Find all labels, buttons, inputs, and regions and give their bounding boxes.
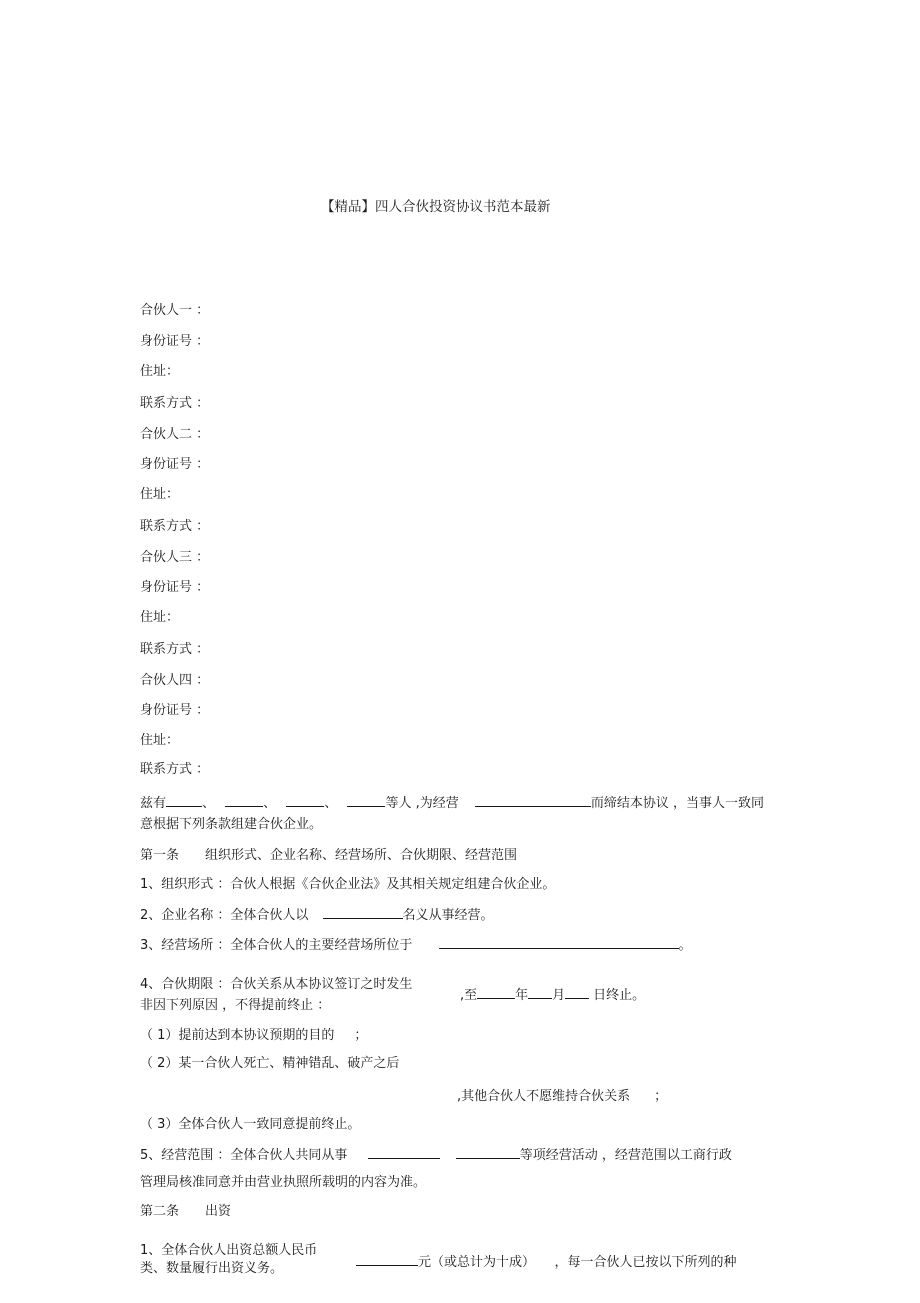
blank-end-year[interactable] <box>477 986 515 999</box>
item-text: 等项经营活动 ，经营范围以工商行政 <box>519 1148 732 1163</box>
intro-prefix: 兹有 <box>140 796 167 811</box>
item-text: ,至 <box>460 988 478 1003</box>
blank-end-month[interactable] <box>528 986 552 999</box>
separator: 、 <box>202 796 216 811</box>
blank-partner-1[interactable] <box>166 794 202 807</box>
partner-id-label: 身份证号 ： <box>140 334 210 349</box>
partner-contact-label: 联系方式 ： <box>140 762 210 777</box>
intro-suffix: 而缔结本协议 ，当事人一致同 <box>590 796 765 811</box>
article-2-heading <box>140 1204 231 1220</box>
partner-id-label: 身份证号 ： <box>140 457 210 472</box>
article-title: 组织形式、企业名称、经营场所、合伙期限、经营范围 <box>205 848 518 863</box>
sub-end: ； <box>354 1028 368 1043</box>
year-label: 年 <box>515 988 529 1003</box>
article-1-item-2 <box>140 906 494 924</box>
blank-company-name[interactable] <box>323 906 403 919</box>
blank-end-day[interactable] <box>565 986 589 999</box>
partner-contact-label: 联系方式 ： <box>140 519 210 534</box>
article-1-heading <box>140 848 517 864</box>
article-1-item-5-line-2: 管理局核准同意并由营业执照所载明的内容为准。 <box>140 1175 427 1190</box>
intro-line-1 <box>140 794 764 812</box>
partner-id-label: 身份证号 ： <box>140 580 210 595</box>
article-1-sub-3: （ 3）全体合伙人一致同意提前终止。 <box>140 1117 361 1132</box>
partner-id-label: 身份证号 ： <box>140 703 210 718</box>
partner-name-label: 合伙人一 ： <box>140 303 210 318</box>
partner-contact-label: 联系方式 ： <box>140 642 210 657</box>
day-end-label: 日终止。 <box>593 988 646 1003</box>
partner-address-label: 住址： <box>140 733 180 748</box>
sub-text: （ 1）提前达到本协议预期的目的 <box>140 1028 335 1043</box>
item-text: 名义从事经营。 <box>402 908 494 923</box>
item-text: ，每一合伙人已按以下所列的种 <box>554 1255 737 1270</box>
article-number: 第一条 <box>140 848 180 863</box>
item-text: 5、经营范围 ：全体合伙人共同从事 <box>140 1148 348 1163</box>
blank-partner-3[interactable] <box>286 794 324 807</box>
article-1-item-3 <box>140 936 692 954</box>
blank-total-capital[interactable] <box>356 1253 418 1266</box>
item-end: 。 <box>678 938 692 953</box>
intro-mid: 等人 ,为经营 <box>385 796 459 811</box>
article-number: 第二条 <box>140 1204 180 1219</box>
article-1-sub-2-cont <box>457 1089 667 1105</box>
blank-business-scope-1[interactable] <box>368 1146 440 1159</box>
article-1-item-1: 1、组织形式 ：合伙人根据《合伙企业法》及其相关规定组建合伙企业。 <box>140 877 556 892</box>
partner-name-label: 合伙人四 ： <box>140 673 210 688</box>
article-1-item-4-line-2: 非因下列原因 ，不得提前终止 ： <box>140 998 331 1013</box>
article-title: 出资 <box>205 1204 232 1219</box>
item-text: 3、经营场所 ：全体合伙人的主要经营场所位于 <box>140 938 413 953</box>
intro-line-2: 意根据下列条款组建合伙企业。 <box>140 817 323 832</box>
partner-name-label: 合伙人三 ： <box>140 550 210 565</box>
blank-business-scope-2[interactable] <box>456 1146 520 1159</box>
item-text: 元（或总计为十成） <box>418 1255 529 1270</box>
blank-partner-4[interactable] <box>347 794 385 807</box>
separator: 、 <box>263 796 277 811</box>
partner-address-label: 住址： <box>140 487 180 502</box>
sub-text: ,其他合伙人不愿维持合伙关系 <box>457 1089 631 1104</box>
article-1-sub-2: （ 2）某一合伙人死亡、精神错乱、破产之后 <box>140 1056 400 1071</box>
article-1-sub-1 <box>140 1028 367 1044</box>
blank-partner-2[interactable] <box>225 794 263 807</box>
partner-name-label: 合伙人二 ： <box>140 427 210 442</box>
partner-address-label: 住址： <box>140 610 180 625</box>
blank-business-location[interactable] <box>439 936 679 949</box>
blank-business[interactable] <box>475 794 591 807</box>
article-2-item-1-amount <box>356 1253 737 1271</box>
article-2-item-1-line-2: 类、数量履行出资义务。 <box>140 1261 284 1276</box>
partner-contact-label: 联系方式 ： <box>140 396 210 411</box>
article-1-item-4-line-1: 4、合伙期限 ：合伙关系从本协议签订之时发生 <box>140 977 413 992</box>
item-text: 2、企业名称 ：全体合伙人以 <box>140 908 309 923</box>
document-title: 【精品】四人合伙投资协议书范本最新 <box>321 199 551 215</box>
month-label: 月 <box>552 988 566 1003</box>
article-1-item-5 <box>140 1146 732 1164</box>
article-2-item-1-line-1: 1、全体合伙人出资总额人民币 <box>140 1243 318 1258</box>
partner-address-label: 住址： <box>140 364 180 379</box>
sub-end: ； <box>654 1089 668 1104</box>
article-1-item-4-term <box>460 986 645 1004</box>
separator: 、 <box>324 796 338 811</box>
